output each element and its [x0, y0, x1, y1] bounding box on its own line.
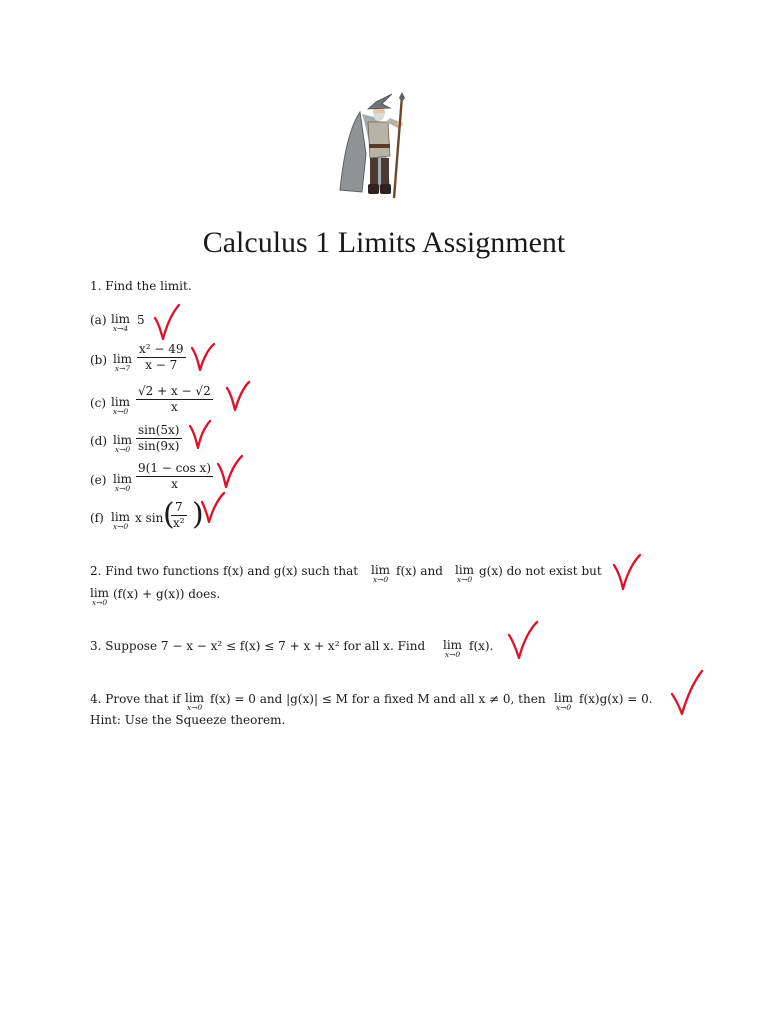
q1f-prefix: x sin — [135, 511, 164, 525]
red-checkmark-icon — [506, 619, 540, 661]
q1-prompt: 1. Find the limit. — [90, 279, 192, 293]
q1d-label: (d) — [90, 434, 108, 448]
q1d-numerator: sin(5x) — [138, 423, 180, 437]
red-checkmark-icon — [199, 490, 227, 526]
q3-text-1: 3. Suppose 7 − x − x² ≤ f(x) ≤ 7 + x + x² for all x. Find — [90, 639, 426, 653]
q4-text-3: f(x)g(x) = 0. — [579, 692, 653, 706]
q4-limit-1: lim x→0 — [185, 691, 205, 712]
q1b-label: (b) — [90, 353, 108, 367]
q1e-label: (e) — [90, 473, 107, 487]
q1f-limit: lim x→0 — [111, 510, 131, 531]
q2-limit-1: lim x→0 — [371, 563, 391, 584]
q1e-numerator: 9(1 − cos x) — [138, 461, 212, 475]
q4-text-2: f(x) = 0 and |g(x)| ≤ M for a fixed M and all x ≠ 0, then — [210, 692, 546, 706]
q1b-numerator: x² − 49 — [139, 342, 184, 356]
left-paren: ( — [163, 497, 175, 532]
q1a-label: (a) — [90, 313, 107, 327]
page-title: Calculus 1 Limits Assignment — [202, 226, 566, 259]
q1a-limit: lim x→4 — [111, 312, 131, 333]
red-checkmark-icon — [611, 551, 643, 593]
red-checkmark-icon — [152, 302, 182, 342]
q3-limit: lim x→0 — [443, 638, 463, 659]
q1c-limit: lim x→0 — [111, 395, 131, 416]
q1d-denominator: sin(9x) — [138, 439, 180, 453]
q2-limit-3: lim x→0 — [90, 586, 110, 607]
q2-text-3: g(x) do not exist but — [479, 564, 602, 578]
q2-text-1: 2. Find two functions f(x) and g(x) such that — [90, 564, 359, 578]
q1f-fraction — [171, 500, 187, 531]
q1c-numerator: √2 + x − √2 — [138, 384, 211, 398]
q4-text-1: 4. Prove that if — [90, 692, 181, 706]
red-checkmark-icon — [187, 418, 213, 452]
q2-text-2: f(x) and — [396, 564, 443, 578]
q1e-fraction — [136, 461, 213, 492]
right-paren: ) — [192, 497, 204, 532]
q4-limit-2: lim x→0 — [554, 691, 574, 712]
red-checkmark-icon — [669, 668, 705, 718]
q1e-limit: lim x→0 — [113, 472, 133, 493]
q1f-denominator: x² — [173, 516, 185, 530]
q2-text-4: (f(x) + g(x)) does. — [113, 587, 221, 601]
red-checkmark-icon — [189, 340, 217, 374]
q2-limit-2: lim x→0 — [455, 563, 475, 584]
q1f-numerator: 7 — [171, 500, 187, 516]
q1e-denominator: x — [171, 477, 178, 491]
red-checkmark-icon — [215, 452, 245, 492]
q1d-limit: lim x→0 — [113, 433, 133, 454]
q1b-denominator: x − 7 — [145, 358, 178, 372]
wizard-illustration — [332, 92, 422, 204]
q1c-label: (c) — [90, 396, 107, 410]
q1c-denominator: x — [170, 400, 178, 414]
q1b-fraction — [137, 342, 186, 373]
q3-text-2: f(x). — [469, 639, 494, 653]
q1d-fraction — [136, 423, 182, 454]
red-checkmark-icon — [224, 378, 252, 414]
q1c-fraction — [136, 384, 213, 415]
q1b-limit: lim x→7 — [113, 352, 133, 373]
q1a-expression: 5 — [137, 313, 145, 327]
q1f-label: (f) — [90, 511, 104, 525]
q4-hint: Hint: Use the Squeeze theorem. — [90, 713, 286, 727]
